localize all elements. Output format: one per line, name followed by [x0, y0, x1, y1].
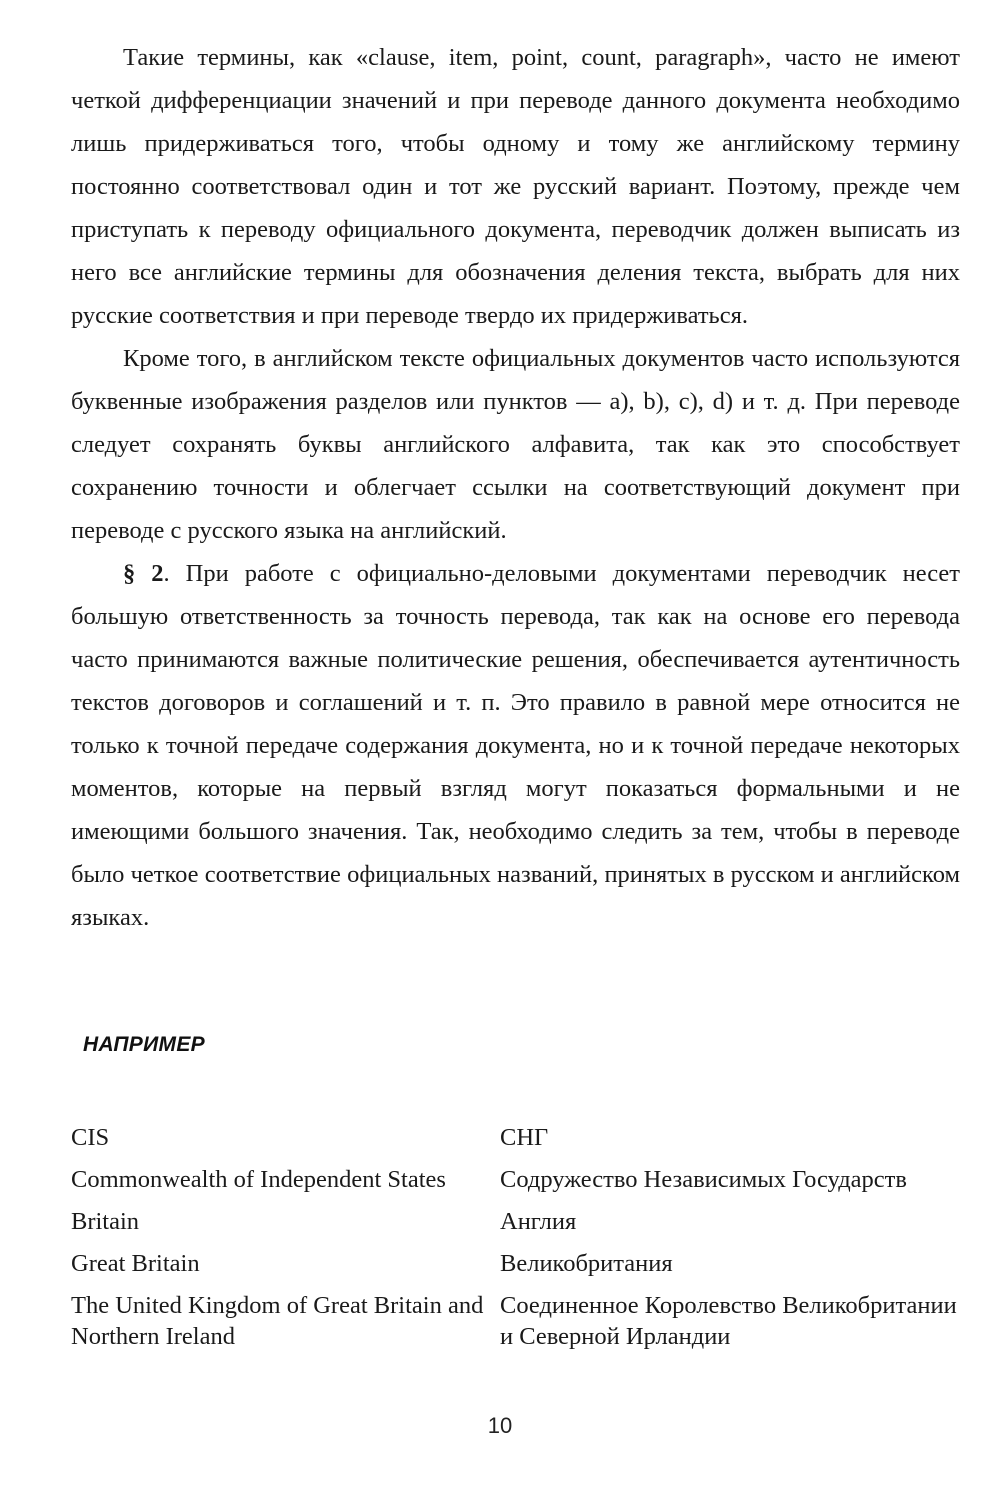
- example-heading: НАПРИМЕР: [83, 1033, 205, 1056]
- paragraph-letter-designations: Кроме того, в английском тексте официальных документов часто используются буквенные изображения разделов или пунктов — a), b), c), d) и т. д. При переводе следует сохранять буквы английского алфавита, так как это способствует сохранению точности и облегчает ссылки на соответствующий документ при переводе с русского языка на английский.: [71, 345, 960, 544]
- section-2-text: . При работе с официально-деловыми документами переводчик несет большую ответственность за точность перевода, так как на основе его перевода часто принимаются важные политические решения, обеспечивается аутентичность текстов договоров и соглашений и т. п. Это правило в равной мере относится не только к точной передаче содержания документа, но и к точной передаче некоторых моментов, которые на первый взгляд могут показаться формальными и не имеющими большого значения. Так, необходимо следить за тем, чтобы в переводе было четкое соответствие официальных названий, принятых в русском и английском языках.: [71, 560, 961, 931]
- term-english: The United Kingdom of Great Britain and Northern Ireland: [71, 1292, 484, 1350]
- document-body: [71, 36, 960, 939]
- term-english: Britain: [71, 1208, 140, 1235]
- section-mark: § 2: [123, 560, 164, 587]
- term-row: [71, 1206, 960, 1237]
- term-english: CIS: [71, 1124, 110, 1151]
- term-row: [71, 1122, 960, 1153]
- term-russian: Великобритания: [500, 1250, 673, 1277]
- paragraph-terms-consistency: Такие термины, как «clause, item, point, count, paragraph», часто не имеют четкой дифференциации значений и при переводе данного документа необходимо лишь придерживаться того, чтобы одному и тому же английскому термину постоянно соответствовал один и тот же русский вариант. Поэтому, прежде чем приступать к переводу официального документа, переводчик должен выписать из него все английские термины для обозначения деления текста, выбрать для них русские соответствия и при переводе твердо их придерживаться.: [71, 44, 960, 329]
- term-row: [71, 1164, 960, 1195]
- term-russian: СНГ: [500, 1124, 549, 1151]
- term-row: [71, 1290, 960, 1352]
- term-russian: Соединенное Королевство Великобритании и Северной Ирландии: [500, 1292, 957, 1350]
- page-number: 10: [487, 1413, 513, 1438]
- term-row: [71, 1248, 960, 1279]
- term-russian: Содружество Независимых Государств: [500, 1166, 907, 1193]
- term-english: Great Britain: [71, 1250, 200, 1277]
- term-russian: Англия: [500, 1208, 577, 1235]
- term-english: Commonwealth of Independent States: [71, 1166, 446, 1193]
- paragraph-section-2: [71, 552, 960, 939]
- terms-table: [71, 1122, 960, 1363]
